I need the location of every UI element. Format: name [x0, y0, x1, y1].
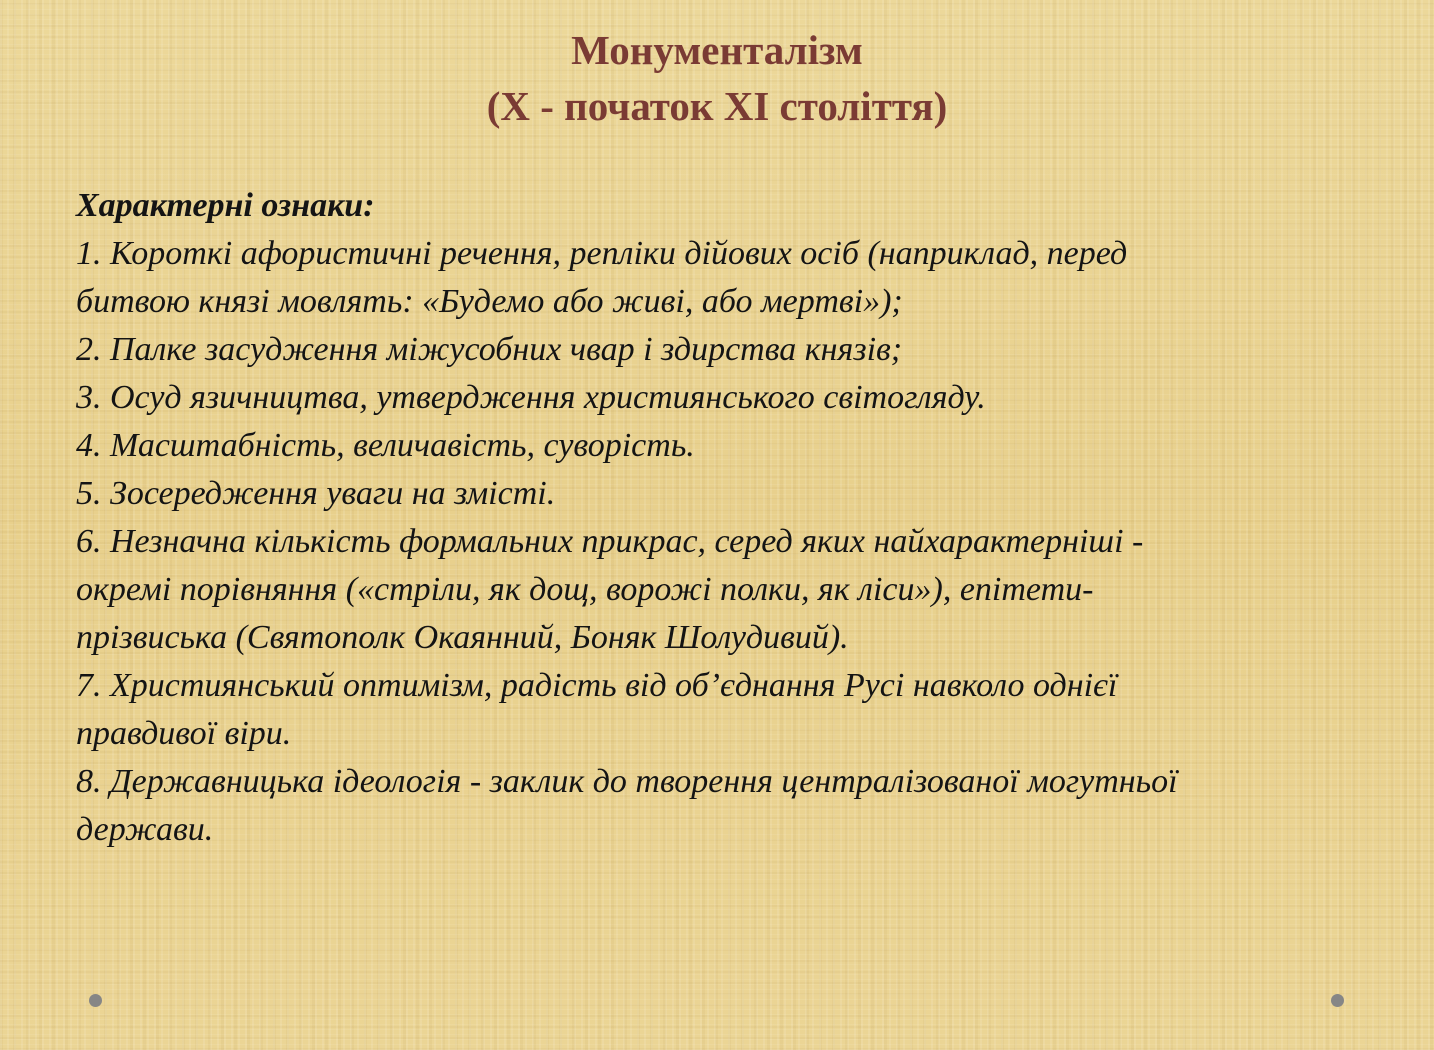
- text-line: 8. Державницька ідеологія - заклик до творення централізованої могутньої: [76, 763, 1178, 800]
- text-line: правдивої віри.: [76, 715, 292, 752]
- title-line-1: Монументалізм: [571, 27, 863, 73]
- text-line: окремі порівняння («стріли, як дощ, ворожі полки, як ліси»), епітети-: [76, 571, 1094, 608]
- characteristics-heading: Характерні ознаки:: [76, 187, 375, 224]
- characteristics-list: [76, 182, 1396, 854]
- text-line: 6. Незначна кількість формальних прикрас, серед яких найхарактерніші -: [76, 523, 1144, 560]
- text-line: 3. Осуд язичництва, утвердження християнського світогляду.: [76, 379, 986, 416]
- text-line: 4. Масштабність, величавість, суворість.: [76, 427, 695, 464]
- slide-title: [0, 22, 1434, 134]
- text-line: 1. Короткі афористичні речення, репліки дійових осіб (наприклад, перед: [76, 235, 1128, 272]
- text-line: прізвиська (Святополк Окаянний, Боняк Шолудивий).: [76, 619, 849, 656]
- text-line: 5. Зосередження уваги на змісті.: [76, 475, 556, 512]
- text-line: держави.: [76, 811, 214, 848]
- text-line: битвою князі мовлять: «Будемо або живі, або мертві»);: [76, 283, 903, 320]
- text-line: 7. Християнський оптимізм, радість від об’єднання Русі навколо однієї: [76, 667, 1118, 704]
- text-line: 2. Палке засудження міжусобних чвар і здирства князів;: [76, 331, 903, 368]
- prev-slide-dot[interactable]: [89, 994, 102, 1007]
- next-slide-dot[interactable]: [1331, 994, 1344, 1007]
- title-line-2: (X - початок XI століття): [486, 83, 948, 129]
